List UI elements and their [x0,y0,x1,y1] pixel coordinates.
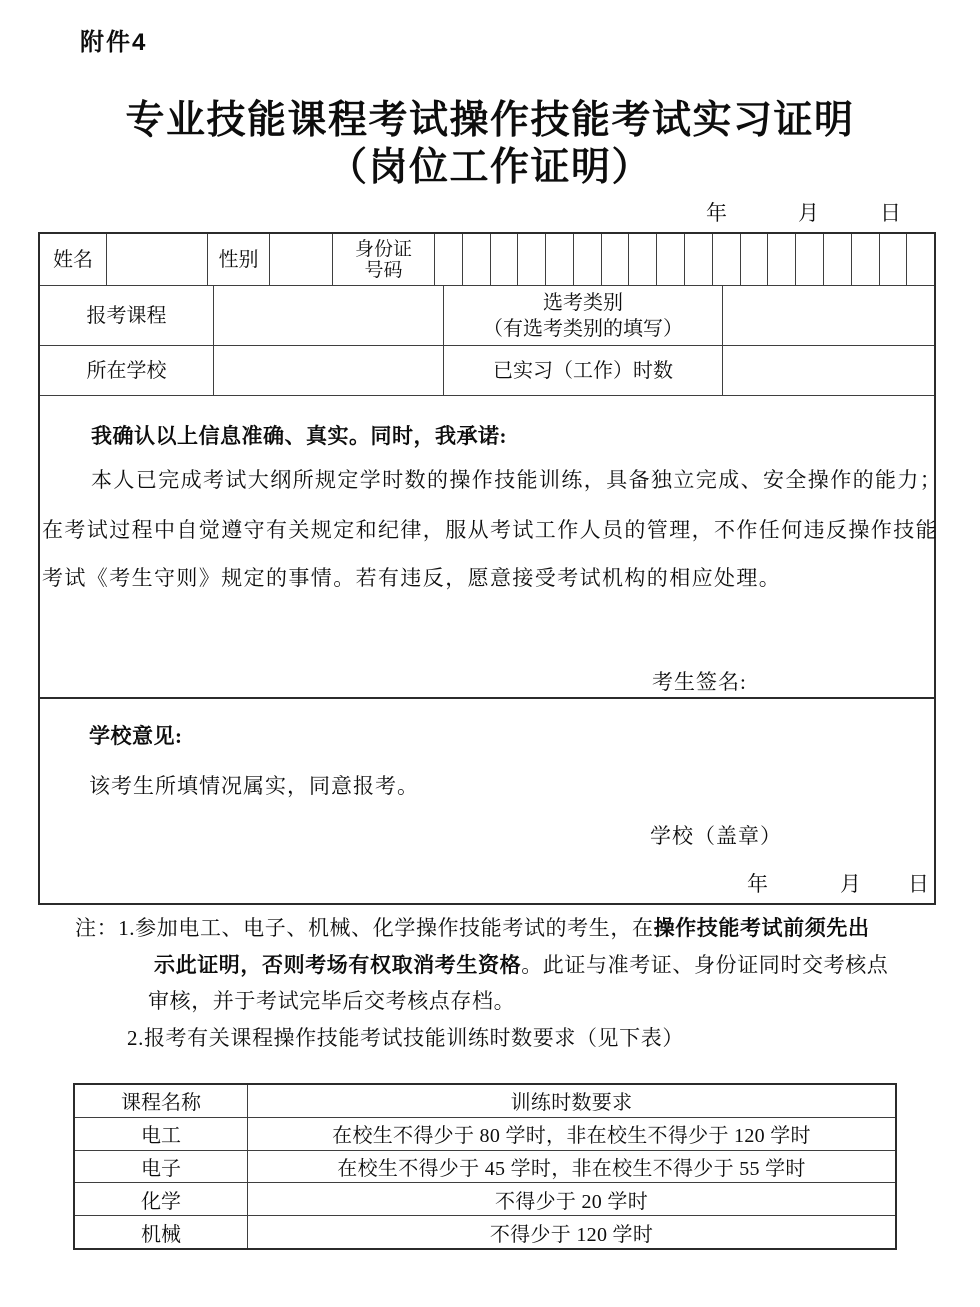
name-label: 姓名 [40,234,107,285]
elective-category-input-cell [723,286,934,345]
school-date-year-label: 年 [747,872,768,896]
school-input-cell [214,346,444,395]
id-digit-cell [518,234,546,285]
elective-category-label [444,286,723,345]
header-date-day-label: 日 [880,201,901,225]
hours-requirement-cell: 不得少于 120 学时 [489,1223,654,1246]
note-line1 [75,912,870,942]
course-label: 报考课程 [40,286,214,345]
id-number-label-line1: 身份证 [354,238,412,260]
document-title [0,97,980,191]
id-digit-cell [574,234,602,285]
id-digit-cell [852,234,880,285]
school-date-day-label: 日 [908,872,929,896]
hours-table-row-chemistry [75,1183,895,1216]
id-digit-cell [602,234,630,285]
hours-course-cell: 电工 [75,1118,248,1150]
hours-requirement-cell: 不得少于 20 学时 [495,1190,648,1213]
practiced-hours-input-cell [723,346,934,395]
id-digit-cell [685,234,713,285]
id-number-label [333,234,435,285]
note-line2-bold: 示此证明，否则考场有权取消考生资格 [154,953,522,977]
id-digit-cell [907,234,934,285]
gender-label: 性别 [208,234,270,285]
school-opinion-body: 该考生所填情况属实，同意报考。 [89,774,419,798]
candidate-signature-label: 考生签名: [652,670,747,694]
id-digit-cell [629,234,657,285]
hours-table-row-electrician [75,1118,895,1151]
header-date-year-label: 年 [706,201,727,225]
note-line2 [154,949,888,979]
hours-col2-header: 训练时数要求 [510,1092,633,1115]
id-digit-cells [435,234,934,285]
name-input-cell [107,234,208,285]
id-digit-cell [713,234,741,285]
school-date-month-label: 月 [840,872,861,896]
id-digit-cell [824,234,852,285]
id-digit-cell [796,234,824,285]
id-digit-cell [768,234,796,285]
course-input-cell [214,286,444,345]
note-line3: 审核，并于考试完毕后交考核点存档。 [148,989,516,1013]
gender-input-cell [270,234,333,285]
school-opinion-section [40,699,934,903]
note-line1-bold: 操作技能考试前须先出 [653,916,870,940]
document-title-line1: 专业技能课程考试操作技能考试实习证明 [125,99,855,142]
note-line1-normal: 注：1.参加电工、电子、机械、化学操作技能考试的考生，在 [75,916,654,940]
hours-table-row-electronics [75,1151,895,1184]
elective-category-label-line1: 选考类别 [543,291,623,314]
training-hours-table [73,1083,897,1250]
hours-table-row-machinery [75,1216,895,1248]
promise-body-line3: 考试《考生守则》规定的事情。若有违反，愿意接受考试机构的相应处理。 [42,566,782,590]
attachment-label: 附件4 [80,29,148,56]
note-line4: 2.报考有关课程操作技能考试技能训练时数要求（见下表） [127,1026,684,1050]
school-label: 所在学校 [40,346,214,395]
hours-course-cell: 化学 [75,1183,248,1215]
id-digit-cell [491,234,519,285]
school-opinion-heading: 学校意见: [89,724,183,748]
promise-body-line2: 在考试过程中自觉遵守有关规定和纪律，服从考试工作人员的管理，不作任何违反操作技能 [42,518,938,542]
candidate-promise-section [40,396,943,699]
hours-course-cell: 电子 [75,1151,248,1183]
table-row-identity [40,234,934,286]
hours-col1-header: 课程名称 [75,1085,248,1117]
id-digit-cell [880,234,908,285]
hours-course-cell: 机械 [75,1216,248,1248]
header-date-month-label: 月 [798,201,819,225]
note-line2-normal: 。此证与准考证、身份证同时交考核点 [521,953,889,977]
id-number-label-line2: 号码 [364,259,403,281]
id-digit-cell [546,234,574,285]
id-digit-cell [741,234,769,285]
hours-requirement-cell: 在校生不得少于 45 学时，非在校生不得少于 55 学时 [337,1157,806,1180]
table-row-school [40,346,934,396]
promise-heading: 我确认以上信息准确、真实。同时，我承诺: [91,424,507,448]
hours-table-header-row [75,1085,895,1118]
school-stamp-label: 学校（盖章） [650,824,782,848]
hours-requirement-cell: 在校生不得少于 80 学时，非在校生不得少于 120 学时 [332,1125,811,1148]
document-title-line2: （岗位工作证明） [327,146,652,189]
id-digit-cell [463,234,491,285]
table-row-course [40,286,934,346]
elective-category-label-line2: （有选考类别的填写） [483,317,683,340]
practiced-hours-label: 已实习（工作）时数 [444,346,723,395]
id-digit-cell [435,234,463,285]
promise-body-line1: 本人已完成考试大纲所规定学时数的操作技能训练，具备独立完成、安全操作的能力； [91,468,943,492]
id-digit-cell [657,234,685,285]
applicant-info-table [38,232,943,905]
